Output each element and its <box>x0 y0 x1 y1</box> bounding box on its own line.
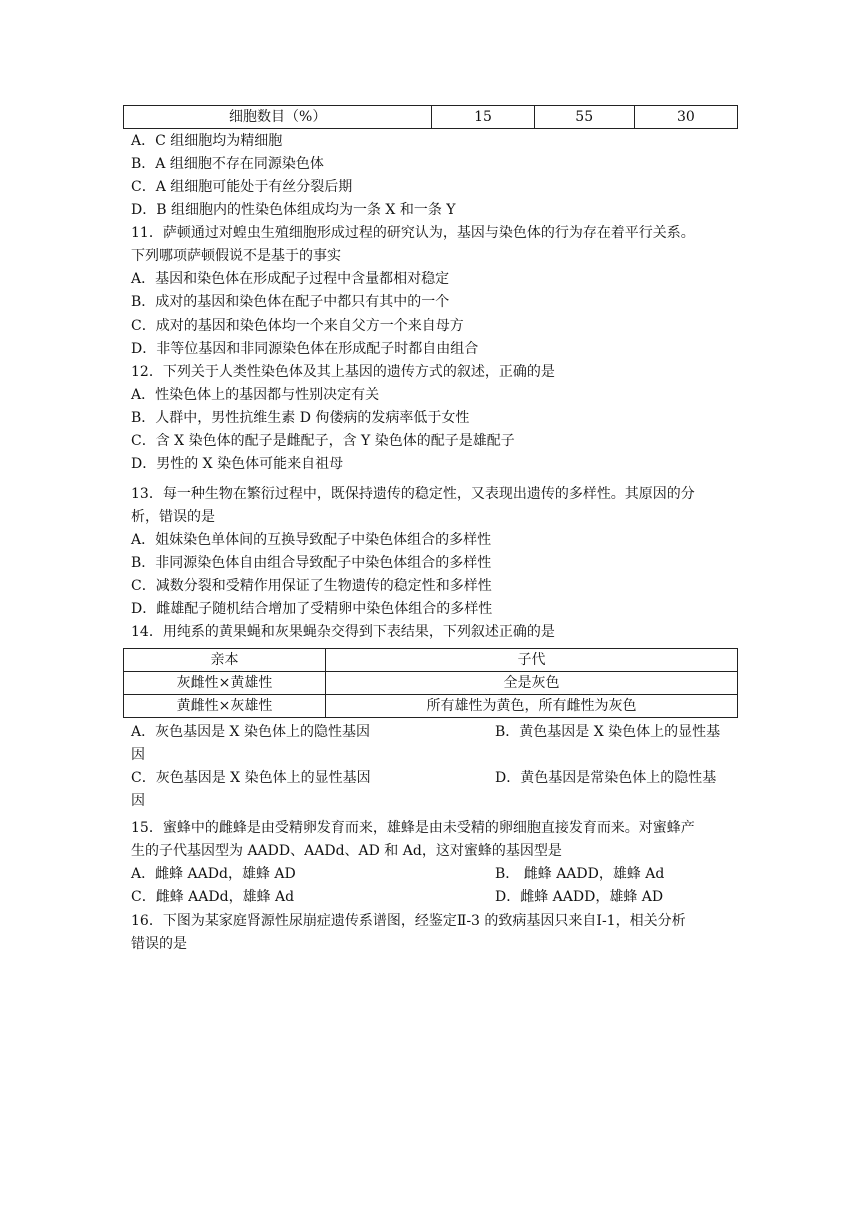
table-row <box>124 106 738 129</box>
table-cell-value: 30 <box>634 106 737 129</box>
q14-option-c: C．灰色基因是 X 染色体上的显性基因 <box>131 770 371 786</box>
q12-stem: 12．下列关于人类性染色体及其上基因的遗传方式的叙述，正确的是 <box>131 364 555 380</box>
q11-option-c: C．成对的基因和染色体均一个来自父方一个来自母方 <box>131 318 464 334</box>
q13-option-a: A．姐妹染色单体间的互换导致配子中染色体组合的多样性 <box>131 532 492 548</box>
cross-result-table <box>123 648 738 718</box>
table-cell-value: 15 <box>432 106 534 129</box>
q14-option-d-wrap: 因 <box>131 793 145 809</box>
q13-stem-cont: 析，错误的是 <box>131 509 215 525</box>
table-cell: 黄雌性×灰雄性 <box>124 695 326 718</box>
q14-option-a: A．灰色基因是 X 染色体上的隐性基因 <box>131 724 370 740</box>
table-row <box>124 672 738 695</box>
q12-option-a: A．性染色体上的基因都与性别决定有关 <box>131 387 380 403</box>
q15-option-a: A．雌蜂 AADd，雄蜂 AD <box>131 866 296 882</box>
q13-stem: 13．每一种生物在繁衍过程中，既保持遗传的稳定性，又表现出遗传的多样性。其原因的分 <box>131 486 695 502</box>
q12-option-d: D．男性的 X 染色体可能来自祖母 <box>131 456 344 472</box>
q15-option-d: D．雌蜂 AADD，雄蜂 AD <box>495 889 664 905</box>
q11-option-a: A．基因和染色体在形成配子过程中含量都相对稳定 <box>131 271 450 287</box>
q14-option-b-wrap: 因 <box>131 747 145 763</box>
q14-stem: 14．用纯系的黄果蝇和灰果蝇杂交得到下表结果，下列叙述正确的是 <box>131 624 555 640</box>
q13-option-c: C．减数分裂和受精作用保证了生物遗传的稳定性和多样性 <box>131 578 492 594</box>
q12-option-b: B．人群中，男性抗维生素 D 佝偻病的发病率低于女性 <box>131 410 470 426</box>
table-cell-label: 细胞数目（%） <box>124 106 432 129</box>
q11-stem-cont: 下列哪项萨顿假说不是基于的事实 <box>131 248 341 264</box>
q15-option-c: C．雌蜂 AADd，雄蜂 Ad <box>131 889 295 905</box>
table-header-offspring: 子代 <box>326 649 738 672</box>
q10-option-d: D．B 组细胞内的性染色体组成均为一条 X 和一条 Y <box>131 202 456 218</box>
table-cell: 所有雄性为黄色，所有雌性为灰色 <box>326 695 738 718</box>
q10-option-a: A．C 组细胞均为精细胞 <box>131 133 283 149</box>
q13-option-d: D．雌雄配子随机结合增加了受精卵中染色体组合的多样性 <box>131 601 493 617</box>
table-cell: 全是灰色 <box>326 672 738 695</box>
q11-option-d: D．非等位基因和非同源染色体在形成配子时都自由组合 <box>131 341 479 357</box>
q14-option-b: B．黄色基因是 X 染色体上的显性基 <box>495 724 721 740</box>
q11-option-b: B．成对的基因和染色体在配子中都只有其中的一个 <box>131 294 450 310</box>
q14-option-d: D．黄色基因是常染色体上的隐性基 <box>495 770 717 786</box>
q10-option-b: B．A 组细胞不存在同源染色体 <box>131 156 324 172</box>
q10-option-c: C．A 组细胞可能处于有丝分裂后期 <box>131 179 353 195</box>
table-cell: 灰雌性×黄雄性 <box>124 672 326 695</box>
table-cell-value: 55 <box>534 106 634 129</box>
table-row <box>124 649 738 672</box>
cell-count-table <box>123 105 738 129</box>
q15-option-b: B． 雌蜂 AADD，雄蜂 Ad <box>495 866 665 882</box>
q16-stem-cont: 错误的是 <box>131 936 187 952</box>
q11-stem: 11．萨顿通过对蝗虫生殖细胞形成过程的研究认为，基因与染色体的行为存在着平行关系。 <box>131 225 695 241</box>
q13-option-b: B．非同源染色体自由组合导致配子中染色体组合的多样性 <box>131 555 492 571</box>
q16-stem: 16．下图为某家庭肾源性尿崩症遗传系谱图，经鉴定Ⅱ-3 的致病基因只来自Ⅰ-1，相关分析 <box>131 913 686 929</box>
q15-stem: 15．蜜蜂中的雌蜂是由受精卵发育而来，雄蜂是由未受精的卵细胞直接发育而来。对蜜蜂产 <box>131 820 695 836</box>
q12-option-c: C．含 X 染色体的配子是雌配子，含 Y 染色体的配子是雄配子 <box>131 433 515 449</box>
table-row <box>124 695 738 718</box>
q15-stem-cont: 生的子代基因型为 AADD、AADd、AD 和 Ad，这对蜜蜂的基因型是 <box>131 843 562 859</box>
table-header-parent: 亲本 <box>124 649 326 672</box>
